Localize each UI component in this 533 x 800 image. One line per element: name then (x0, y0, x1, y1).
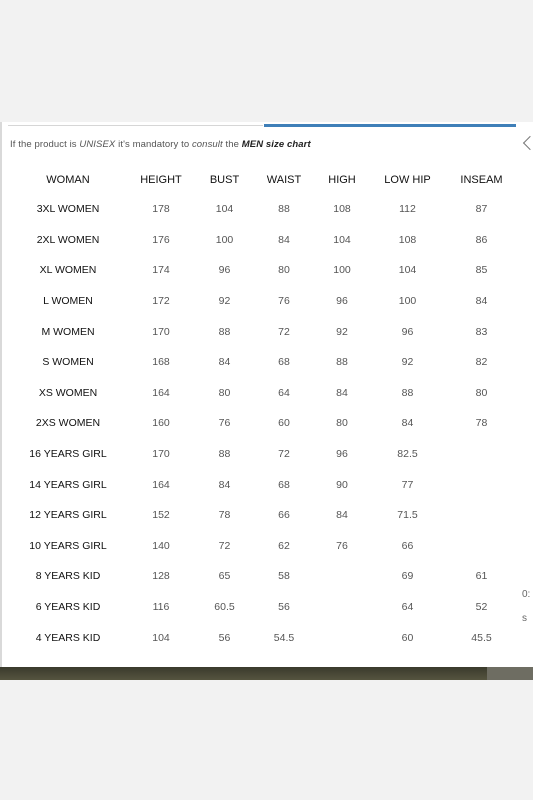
measurement-cell: 60 (278, 417, 290, 430)
notice-text: If the product is (10, 139, 80, 150)
table-row (0, 439, 527, 470)
measurement-cell: 92 (218, 295, 231, 308)
measurement-cell (305, 622, 379, 653)
measurement-cell: 160 (152, 417, 170, 430)
measurement-cell: 84 (475, 295, 488, 308)
size-label-cell: XL WOMEN (39, 264, 97, 277)
size-table (0, 165, 527, 653)
measurement-cell: 82.5 (397, 448, 418, 461)
table-row (0, 500, 527, 531)
table-row (0, 347, 527, 378)
side-fragment-text: 0: (522, 589, 531, 600)
measurement-cell: 64 (278, 386, 290, 399)
measurement-cell: 54.5 (273, 631, 295, 644)
size-label-cell: L WOMEN (43, 295, 93, 308)
column-header: LOW HIP (384, 173, 431, 186)
notice-text: it's mandatory to (115, 139, 192, 150)
measurement-cell: 84 (336, 386, 348, 399)
column-header: HEIGHT (140, 173, 182, 186)
measurement-cell: 170 (152, 448, 170, 461)
measurement-cell (436, 500, 527, 531)
measurement-cell: 84 (218, 478, 231, 491)
measurement-cell (305, 592, 379, 623)
measurement-cell: 90 (336, 478, 348, 491)
size-label-cell: 6 YEARS KID (35, 601, 101, 614)
size-label-cell: 10 YEARS GIRL (29, 539, 107, 552)
notice-consult: consult (191, 139, 223, 150)
table-header-row (0, 165, 527, 194)
measurement-cell (305, 561, 379, 592)
measurement-cell: 88 (218, 325, 231, 338)
measurement-cell: 172 (152, 295, 170, 308)
table-row (0, 286, 527, 317)
column-header: BUST (209, 173, 240, 186)
measurement-cell: 78 (475, 417, 488, 430)
measurement-cell: 60 (401, 631, 414, 644)
measurement-cell: 52 (475, 601, 488, 614)
measurement-cell: 104 (398, 264, 417, 277)
table-row (0, 378, 527, 409)
size-chart-panel (0, 122, 533, 667)
measurement-cell: 72 (218, 539, 231, 552)
tab-bar (8, 124, 516, 127)
measurement-cell: 108 (333, 203, 351, 216)
size-label-cell: M WOMEN (41, 325, 95, 338)
measurement-cell: 76 (218, 417, 231, 430)
table-body (0, 194, 527, 653)
column-header: WAIST (266, 173, 302, 186)
measurement-cell: 104 (152, 631, 170, 644)
measurement-cell: 80 (278, 264, 290, 277)
unisex-notice (10, 139, 311, 150)
measurement-cell (436, 531, 527, 562)
measurement-cell: 84 (218, 356, 231, 369)
notice-text: the (222, 139, 242, 150)
size-label-cell: XS WOMEN (38, 386, 98, 399)
measurement-cell: 80 (475, 386, 488, 399)
measurement-cell (436, 439, 527, 470)
measurement-cell: 112 (399, 203, 416, 216)
table-row (0, 316, 527, 347)
measurement-cell: 100 (398, 295, 417, 308)
column-header: HIGH (328, 173, 356, 186)
tab-women-size[interactable] (8, 125, 263, 126)
table-row (0, 561, 527, 592)
measurement-cell: 168 (152, 356, 170, 369)
measurement-cell: 164 (152, 478, 170, 491)
column-header: INSEAM (460, 173, 503, 186)
measurement-cell: 88 (336, 356, 348, 369)
measurement-cell: 66 (401, 539, 414, 552)
measurement-cell: 86 (475, 233, 488, 246)
measurement-cell: 100 (215, 233, 234, 246)
table-row (0, 408, 527, 439)
notice-unisex: UNISEX (79, 139, 116, 150)
measurement-cell: 104 (215, 203, 234, 216)
measurement-cell: 152 (152, 509, 170, 522)
measurement-cell: 68 (278, 478, 290, 491)
measurement-cell: 77 (401, 478, 414, 491)
measurement-cell: 88 (401, 386, 414, 399)
side-fragment-text: s (522, 613, 527, 624)
measurement-cell: 82 (475, 356, 488, 369)
measurement-cell: 170 (152, 325, 170, 338)
measurement-cell: 71.5 (397, 509, 418, 522)
measurement-cell: 78 (218, 509, 231, 522)
table-row (0, 469, 527, 500)
measurement-cell: 66 (278, 509, 290, 522)
table-row (0, 225, 527, 256)
measurement-cell: 61 (475, 570, 488, 583)
side-fragment-upper (521, 587, 533, 609)
measurement-cell: 92 (401, 356, 414, 369)
measurement-cell: 87 (475, 203, 488, 216)
table-row (0, 622, 527, 653)
measurement-cell: 140 (152, 539, 170, 552)
size-label-cell: 3XL WOMEN (36, 203, 100, 216)
measurement-cell: 84 (401, 417, 414, 430)
measurement-cell: 88 (278, 203, 290, 216)
measurement-cell: 58 (278, 570, 290, 583)
measurement-cell: 68 (278, 356, 290, 369)
size-label-cell: 4 YEARS KID (35, 631, 101, 644)
measurement-cell: 108 (398, 233, 417, 246)
measurement-cell: 72 (278, 325, 290, 338)
measurement-cell: 176 (152, 233, 170, 246)
table-row (0, 255, 527, 286)
measurement-cell: 85 (475, 264, 488, 277)
measurement-cell: 80 (218, 386, 231, 399)
measurement-cell: 164 (152, 386, 170, 399)
measurement-cell (436, 469, 527, 500)
measurement-cell: 88 (218, 448, 231, 461)
measurement-cell: 83 (475, 325, 488, 338)
size-label-cell: 8 YEARS KID (35, 570, 101, 583)
measurement-cell: 64 (401, 601, 414, 614)
measurement-cell: 174 (152, 264, 170, 277)
measurement-cell: 56 (218, 631, 231, 644)
measurement-cell: 76 (278, 295, 290, 308)
table-row (0, 194, 527, 225)
size-label-cell: 2XL WOMEN (36, 233, 100, 246)
measurement-cell: 62 (278, 539, 290, 552)
measurement-cell: 84 (336, 509, 348, 522)
tab-active-indicator[interactable] (264, 124, 516, 127)
measurement-cell: 72 (278, 448, 290, 461)
table-row (0, 531, 527, 562)
measurement-cell: 96 (336, 295, 348, 308)
measurement-cell: 69 (401, 570, 414, 583)
bottom-strip-right (487, 667, 533, 680)
men-size-chart-link[interactable]: MEN size chart (241, 139, 311, 150)
measurement-cell: 178 (152, 203, 170, 216)
measurement-cell: 116 (152, 601, 170, 614)
measurement-cell: 56 (278, 601, 290, 614)
measurement-cell: 92 (336, 325, 348, 338)
measurement-cell: 104 (333, 233, 351, 246)
measurement-cell: 96 (401, 325, 414, 338)
size-label-cell: 16 YEARS GIRL (29, 448, 107, 461)
size-label-cell: 2XS WOMEN (35, 417, 101, 430)
size-label-cell: 14 YEARS GIRL (29, 478, 107, 491)
measurement-cell: 45.5 (471, 631, 492, 644)
measurement-cell: 80 (336, 417, 348, 430)
size-label-cell: S WOMEN (42, 356, 94, 369)
table-row (0, 592, 527, 623)
measurement-cell: 84 (278, 233, 290, 246)
measurement-cell: 96 (336, 448, 348, 461)
size-label-cell: 12 YEARS GIRL (29, 509, 107, 522)
measurement-cell: 76 (336, 539, 348, 552)
bottom-strip (0, 667, 533, 680)
measurement-cell: 60.5 (214, 601, 235, 614)
measurement-cell: 96 (218, 264, 231, 277)
measurement-cell: 128 (152, 570, 170, 583)
column-header: WOMAN (46, 173, 90, 186)
measurement-cell: 65 (218, 570, 231, 583)
measurement-cell: 100 (333, 264, 351, 277)
side-fragment-lower (521, 611, 533, 633)
